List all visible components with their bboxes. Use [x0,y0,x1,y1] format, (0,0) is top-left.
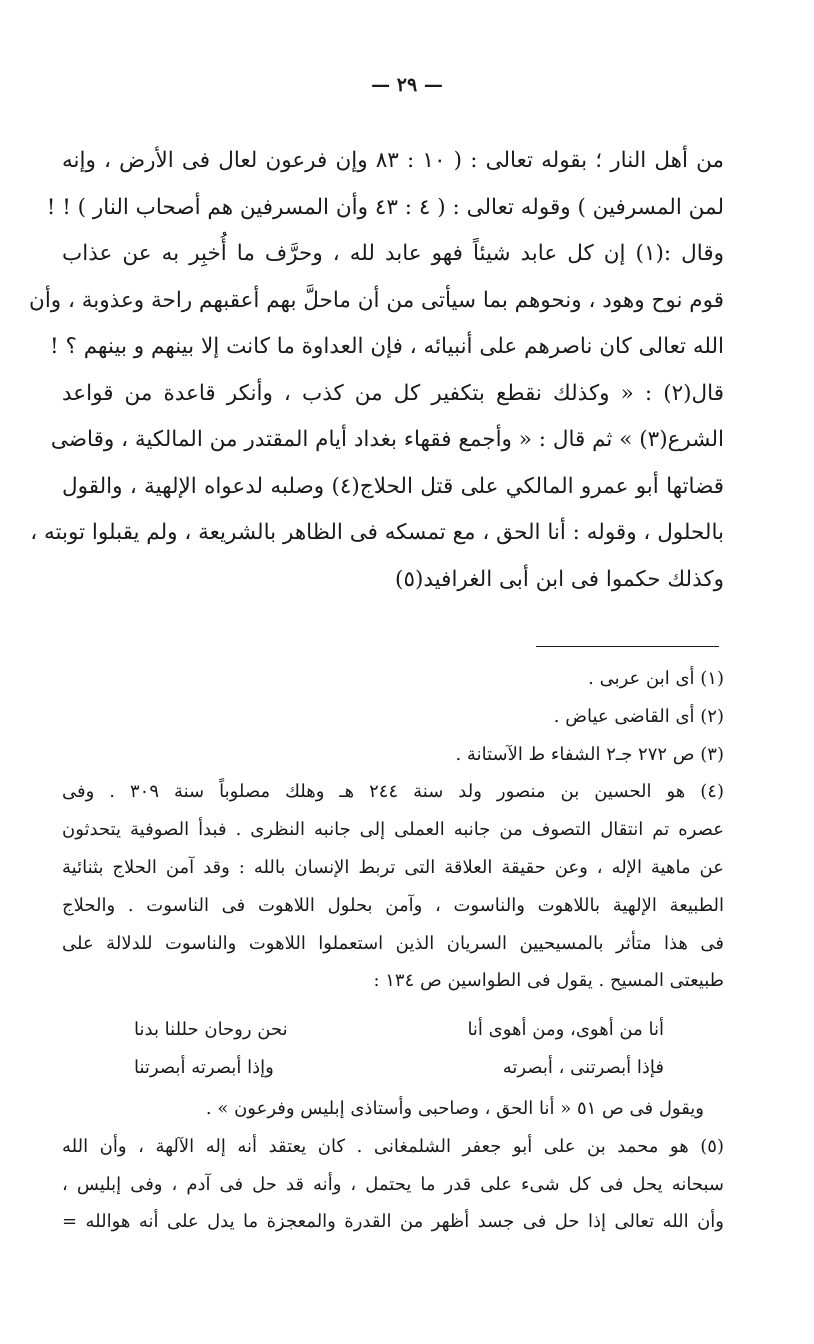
footnote-4-tail: ويقول فى ص ٥١ « أنا الحق ، وصاحبى وأستاذى إبليس وفرعون » . [205,1098,704,1119]
footnote-divider [536,646,719,647]
main-text-line: قال(٢) : « وكذلك نقطع بتكفير كل من كذب ، وأنكر قاعدة من قواعد [62,380,724,406]
main-text-line: بالحلول ، وقوله : أنا الحق ، مع تمسكه فى الظاهر بالشريعة ، ولم يقبلوا توبته ، [30,520,724,545]
footnote-4-line: عن ماهية الإله ، وعن حقيقة العلاقة التى تربط الإنسان بالله : وقد آمن الحلاج بثنائية [62,856,725,878]
main-text-line: قوم نوح وهود ، ونحوهم بما سيأتى من أن ماحلَّ بهم أعقبهم راحة وعذوبة ، وأن [29,287,724,313]
poem-hemistich: أنا من أهوى، ومن أهوى أنا [467,1019,664,1040]
main-text-line: وكذلك حكموا فى ابن أبى الغرافيد(٥) [395,566,724,592]
poem-hemistich: فإذا أبصرتنى ، أبصرته [502,1057,664,1078]
footnote-5-line: وأن الله تعالى إذا حل فى جسد أظهر من القدرة والمعجزة ما يدل على أنه هوالله = [62,1211,724,1233]
main-text-line: وقال :(١) إن كل عابد شيئاً فهو عابد لله ، وحرَّف ما أُخبِر به عن عذاب [62,241,724,266]
footnotes-continued [62,1090,724,1241]
main-text-line: الله تعالى كان ناصرهم على أنبيائه ، فإن العداوة ما كانت إلا بينهم و بينهم ؟ ! [50,334,724,359]
footnote-4-line: طبيعتى المسيح . يقول فى الطواسين ص ١٣٤ : [373,970,724,992]
main-text-line: من أهل النار ؛ بقوله تعالى : ( ١٠ : ٨٣ وإن فرعون لعال فى الأرض ، وإنه [62,148,724,173]
footnotes [62,660,724,1000]
poem-verse-2 [104,1049,664,1087]
footnote-5-line: سبحانه يحل فى كل شىء على قدر ما يحتمل ، وأنه قد حل فى آدم ، وفى إبليس ، [62,1173,724,1195]
poem-hemistich: وإذا أبصرته أبصرتنا [134,1057,274,1078]
footnote-5-line: (٥) هو محمد بن على أبو جعفر الشلمغانى . كان يعتقد أنه إله الآلهة ، وأن الله [62,1135,724,1157]
footnote-4-line: (٤) هو الحسين بن منصور ولد سنة ٢٤٤ هـ وهلك مصلوباً سنة ٣٠٩ . وفى [62,781,724,803]
main-text-line: لمن المسرفين ) وقوله تعالى : ( ٤ : ٤٣ وأن المسرفين هم أصحاب النار ) ! ! [46,194,724,220]
poem-verse-1 [104,1011,664,1049]
main-text-line: قضاتها أبو عمرو المالكي على قتل الحلاج(٤) وصلبه لدعواه الإلهية ، والقول [62,473,724,499]
footnote-3: (٣) ص ٢٧٢ جـ٢ الشفاء ط الآستانة . [455,743,724,765]
page-number: — ٢٩ — [371,74,443,96]
poem-hemistich: نحن روحان حللنا بدنا [134,1019,288,1040]
main-text-line: الشرع(٣) » ثم قال : « وأجمع فقهاء بغداد أيام المقتدر من المالكية ، وقاضى [50,427,724,452]
footnote-4-line: فى هذا متأثر بالمسيحيين السريان الذين استعملوا اللاهوت والناسوت للدلالة على [62,932,724,954]
footnote-4-line: الطبيعة الإلهية باللاهوت والناسوت ، وآمن بحلول اللاهوت فى الناسوت . والحلاج [62,894,724,916]
main-text [29,138,724,603]
footnote-2: (٢) أى القاضى عياض . [553,705,724,727]
footnote-1: (١) أى ابن عربى . [588,668,724,689]
footnote-4-line: عصره تم انتقال التصوف من جانبه العملى إلى جانبه النظرى . فبدأ الصوفية يتحدثون [62,819,724,841]
